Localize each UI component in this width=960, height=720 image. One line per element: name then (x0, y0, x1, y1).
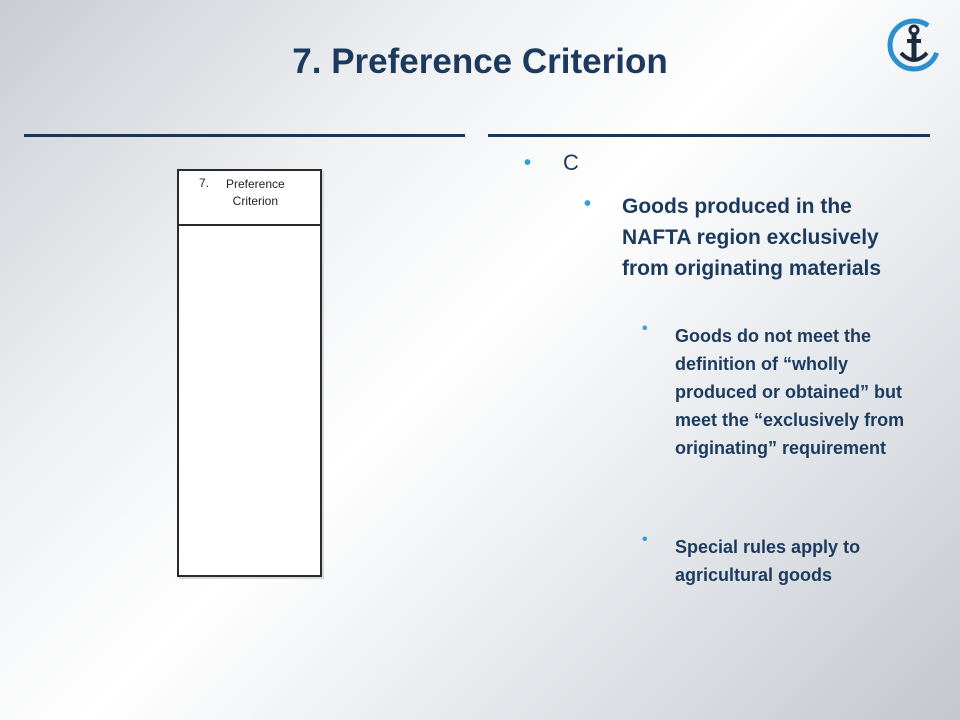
form-field-number: 7. (199, 176, 210, 190)
slide-title: 7. Preference Criterion (292, 42, 668, 81)
bullet-marker: • (642, 531, 648, 548)
criterion-note: Special rules apply to agricultural goods (675, 537, 861, 585)
form-field-label-line1: Preference (226, 177, 285, 191)
bullet-marker: • (524, 152, 532, 174)
criterion-code: C (563, 150, 579, 175)
form-field-label-line2: Criterion (232, 194, 279, 208)
criterion-description: Goods produced in the NAFTA region exclusively from originating materials (622, 195, 882, 280)
bullet-marker: • (642, 320, 648, 337)
criterion-note: Goods do not meet the definition of “wholly produced or obtained” but meet the “exclusively from originating” requirement (675, 326, 905, 458)
bullet-marker: • (584, 193, 592, 215)
